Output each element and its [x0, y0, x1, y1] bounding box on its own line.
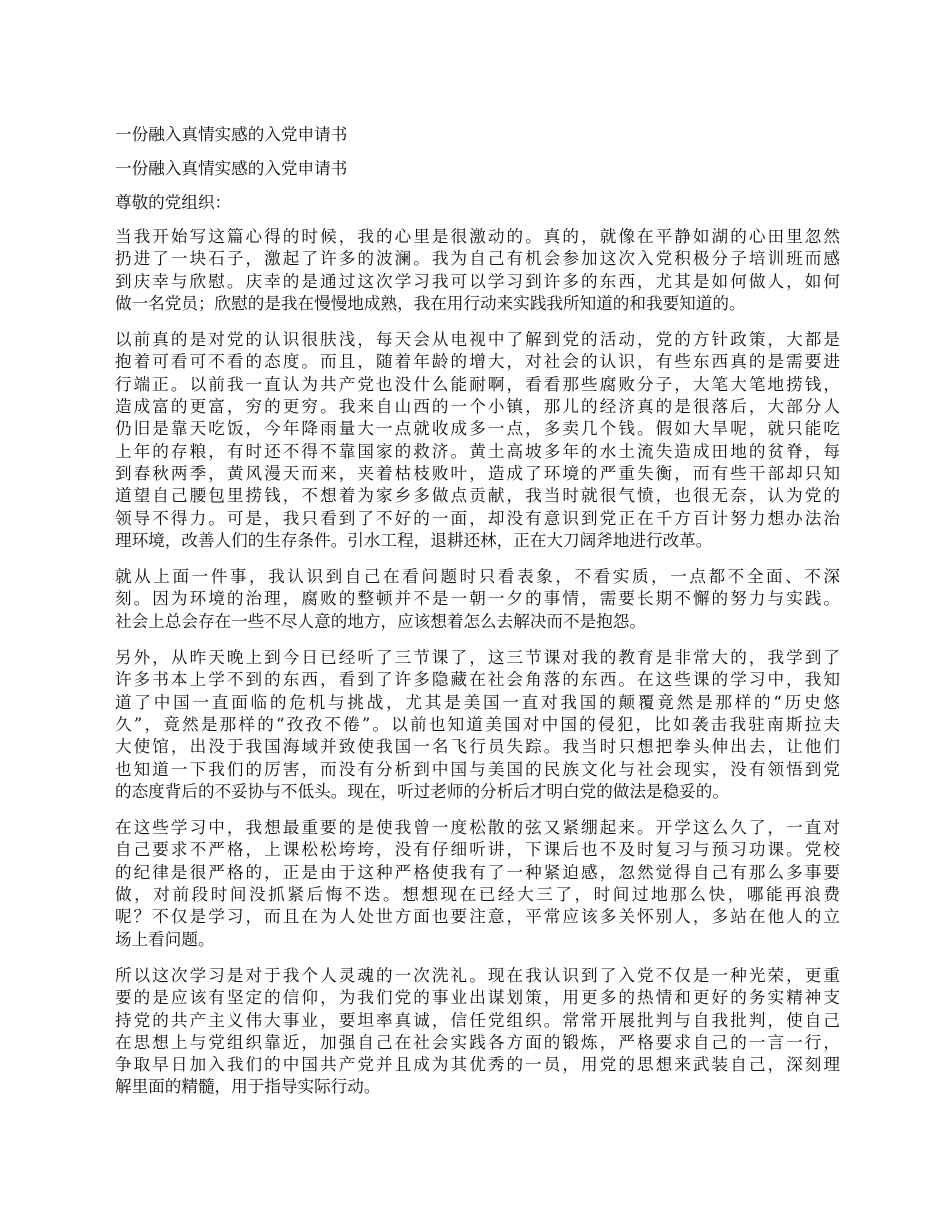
paragraph-line: 行端正。以前我一直认为共产党也没什么能耐啊，看看那些腐败分子，大笔大笔地捞钱，	[115, 374, 840, 394]
document-title: 一份融入真情实感的入党申请书	[115, 125, 348, 144]
body-paragraph	[115, 226, 840, 315]
body-paragraph	[115, 329, 840, 552]
paragraph-line: 理环境，改善人们的生存条件。引水工程，退耕还林，正在大刀阔斧地进行改革。	[115, 530, 713, 550]
paragraph-line: 争取早日加入我们的中国共产党并且成为其优秀的一员，用党的思想来武装自己，深刻理	[115, 1055, 840, 1075]
paragraph-line: 在这些学习中，我想最重要的是使我曾一度松散的弦又紧绷起来。开学这么久了，一直对	[115, 818, 840, 838]
paragraph-line: 就从上面一件事，我认识到自己在看问题时只看表象，不看实质，一点都不全面、不深	[115, 567, 840, 587]
paragraph-line: 扔进了一块石子，激起了许多的波澜。我为自己有机会参加这次入党积极分子培训班而感	[115, 249, 840, 269]
paragraph-line: 也知道一下我们的厉害，而没有分析到中国与美国的民族文化与社会现实，没有领悟到党	[115, 759, 840, 779]
paragraph-line: 领导不得力。可是，我只看到了不好的一面，却没有意识到党正在千方百计努力想办法治	[115, 508, 840, 528]
paragraph-line: 上年的存粮，有时还不得不靠国家的救济。黄土高坡多年的水土流失造成田地的贫脊，每	[115, 441, 840, 461]
paragraph-line: 做，对前段时间没抓紧后悔不迭。想想现在已经大三了，时间过地那么快，哪能再浪费	[115, 885, 840, 905]
salutation: 尊敬的党组织：	[115, 193, 232, 212]
paragraph-line: 到春秋两季，黄风漫天而来，夹着枯枝败叶，造成了环境的严重失衡，而有些干部却只知	[115, 463, 840, 483]
paragraph-line: 道了中国一直面临的危机与挑战，尤其是美国一直对我国的颠覆竟然是那样的“历史悠	[115, 692, 840, 712]
body-paragraph	[115, 965, 840, 1099]
body-paragraph	[115, 647, 840, 803]
paragraph-line: 当我开始写这篇心得的时候，我的心里是很激动的。真的，就像在平静如湖的心田里忽然	[115, 227, 840, 246]
document-page	[115, 124, 840, 1113]
body-paragraphs	[115, 226, 840, 1099]
paragraph-line: 做一名党员；欣慰的是我在慢慢地成熟，我在用行动来实践我所知道的和我要知道的。	[115, 293, 746, 313]
paragraph-line: 抱着可看可不看的态度。而且，随着年龄的增大，对社会的认识，有些东西真的是需要进	[115, 352, 840, 372]
paragraph-line: 的态度背后的不妥协与不低头。现在，听过老师的分析后才明白党的做法是稳妥的。	[115, 781, 729, 801]
paragraph-line: 所以这次学习是对于我个人灵魂的一次洗礼。现在我认识到了入党不仅是一种光荣，更重	[115, 965, 840, 985]
paragraph-line: 到庆幸与欣慰。庆幸的是通过这次学习我可以学习到许多的东西，尤其是如何做人，如何	[115, 271, 840, 291]
document-subtitle: 一份融入真情实感的入党申请书	[115, 159, 348, 178]
paragraph-line: 刻。因为环境的治理，腐败的整顿并不是一朝一夕的事情，需要长期不懈的努力与实践。	[115, 589, 840, 609]
paragraph-line: 道望自己腰包里捞钱，不想着为家乡多做点贡献，我当时就很气愤，也很无奈，认为党的	[115, 486, 840, 506]
paragraph-line: 自己要求不严格，上课松松垮垮，没有仔细听讲，下课后也不及时复习与预习功课。党校	[115, 840, 840, 860]
paragraph-line: 造成富的更富，穷的更穷。我来自山西的一个小镇，那儿的经济真的是很落后，大部分人	[115, 397, 840, 417]
paragraph-line: 持党的共产主义伟大事业，要坦率真诚，信任党组织。常常开展批判与自我批判，使自己	[115, 1010, 840, 1030]
paragraph-line: 社会上总会存在一些不尽人意的地方，应该想着怎么去解决而不是抱怨。	[115, 611, 646, 631]
paragraph-line: 大使馆，出没于我国海域并致使我国一名飞行员失踪。我当时只想把拳头伸出去，让他们	[115, 737, 840, 757]
paragraph-line: 以前真的是对党的认识很肤浅，每天会从电视中了解到党的活动，党的方针政策，大都是	[115, 330, 840, 350]
paragraph-line: 场上看问题。	[115, 929, 215, 949]
paragraph-line: 解里面的精髓，用于指导实际行动。	[115, 1077, 381, 1097]
paragraph-line: 仍旧是靠天吃饭，今年降雨量大一点就收成多一点，多卖几个钱。假如大旱呢，就只能吃	[115, 419, 840, 439]
paragraph-line: 呢？不仅是学习，而且在为人处世方面也要注意，平常应该多关怀别人，多站在他人的立	[115, 907, 840, 927]
paragraph-line: 在思想上与党组织靠近，加强自己在社会实践各方面的锻炼，严格要求自己的一言一行，	[115, 1032, 840, 1052]
paragraph-line: 许多书本上学不到的东西，看到了许多隐藏在社会角落的东西。在这些课的学习中，我知	[115, 670, 840, 690]
paragraph-line: 久”，竟然是那样的“孜孜不倦”。以前也知道美国对中国的侵犯，比如袭击我驻南斯拉夫	[115, 714, 840, 734]
paragraph-line: 另外，从昨天晚上到今日已经听了三节课了，这三节课对我的教育是非常大的，我学到了	[115, 648, 840, 668]
paragraph-line: 要的是应该有坚定的信仰，为我们党的事业出谋划策，用更多的热情和更好的务实精神支	[115, 988, 840, 1008]
body-paragraph	[115, 566, 840, 633]
body-paragraph	[115, 817, 840, 951]
paragraph-line: 的纪律是很严格的，正是由于这种严格使我有了一种紧迫感，忽然觉得自己有那么多事要	[115, 862, 840, 882]
